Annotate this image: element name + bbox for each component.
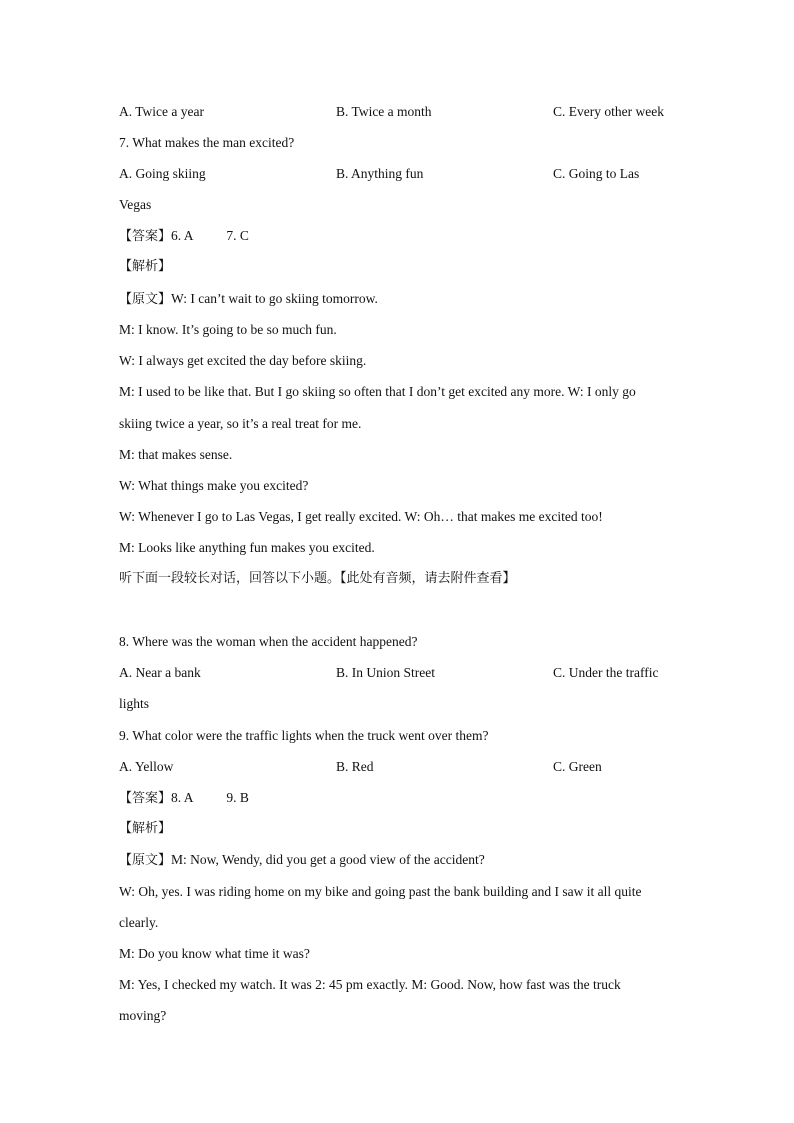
answer-7: 7. C bbox=[226, 228, 249, 243]
q9-option-c: C. Green bbox=[553, 759, 602, 774]
q9-option-b: B. Red bbox=[336, 759, 374, 774]
transcript-label: 【原文】 bbox=[119, 292, 172, 307]
q6-option-b: B. Twice a month bbox=[336, 104, 432, 119]
q7-option-c: C. Going to Las bbox=[553, 166, 640, 181]
transcript-first-line: W: I can’t wait to go skiing tomorrow. bbox=[171, 291, 378, 306]
q9-question: 9. What color were the traffic lights when the truck went over them? bbox=[119, 728, 489, 743]
answer-label: 【答案】 bbox=[119, 791, 172, 806]
transcript-line: M: I know. It’s going to be so much fun. bbox=[119, 322, 337, 337]
q8-option-b: B. In Union Street bbox=[336, 665, 435, 680]
transcript-line: M: Yes, I checked my watch. It was 2: 45 pm exactly. M: Good. Now, how fast was the truck bbox=[119, 977, 621, 992]
transcript-line: M: Do you know what time it was? bbox=[119, 946, 310, 961]
transcript-line: M: that makes sense. bbox=[119, 447, 233, 462]
analysis-label: 【解析】 bbox=[119, 259, 172, 274]
q7-option-b: B. Anything fun bbox=[336, 166, 424, 181]
transcript-label: 【原文】 bbox=[119, 853, 172, 868]
transcript-line: skiing twice a year, so it’s a real treat for me. bbox=[119, 416, 362, 431]
transcript-line: M: Looks like anything fun makes you excited. bbox=[119, 540, 375, 555]
answer-9: 9. B bbox=[226, 790, 249, 805]
q7-option-a: A. Going skiing bbox=[119, 166, 206, 181]
answer-8: 8. A bbox=[171, 790, 194, 805]
transcript-line: W: Oh, yes. I was riding home on my bike and going past the bank building and I saw it all quite bbox=[119, 884, 642, 899]
transcript-line: W: Whenever I go to Las Vegas, I get really excited. W: Oh… that makes me excited too! bbox=[119, 509, 603, 524]
q8-option-a: A. Near a bank bbox=[119, 665, 201, 680]
transcript-line: W: I always get excited the day before skiing. bbox=[119, 353, 367, 368]
q7-question: 7. What makes the man excited? bbox=[119, 135, 295, 150]
transcript-line: moving? bbox=[119, 1008, 167, 1023]
q8-option-c-continued: lights bbox=[119, 696, 150, 711]
answer-6: 6. A bbox=[171, 228, 194, 243]
transcript-line bbox=[119, 290, 378, 309]
q6-option-c: C. Every other week bbox=[553, 104, 664, 119]
answer-line-2 bbox=[119, 789, 249, 808]
q7-option-c-continued: Vegas bbox=[119, 197, 152, 212]
transcript-line bbox=[119, 851, 485, 870]
transcript-line: W: What things make you excited? bbox=[119, 478, 309, 493]
answer-line-1 bbox=[119, 227, 249, 246]
analysis-label: 【解析】 bbox=[119, 821, 172, 836]
answer-label: 【答案】 bbox=[119, 229, 172, 244]
q8-option-c: C. Under the traffic bbox=[553, 665, 659, 680]
q9-option-a: A. Yellow bbox=[119, 759, 174, 774]
transcript-first-line: M: Now, Wendy, did you get a good view of the accident? bbox=[171, 852, 485, 867]
q8-question: 8. Where was the woman when the accident happened? bbox=[119, 634, 418, 649]
q6-option-a: A. Twice a year bbox=[119, 104, 205, 119]
transcript-line: M: I used to be like that. But I go skiing so often that I don’t get excited any more. W: I only go bbox=[119, 384, 636, 399]
transcript-line: clearly. bbox=[119, 915, 159, 930]
section-instruction: 听下面一段较长对话，回答以下小题。【此处有音频，请去附件查看】 bbox=[119, 571, 516, 586]
